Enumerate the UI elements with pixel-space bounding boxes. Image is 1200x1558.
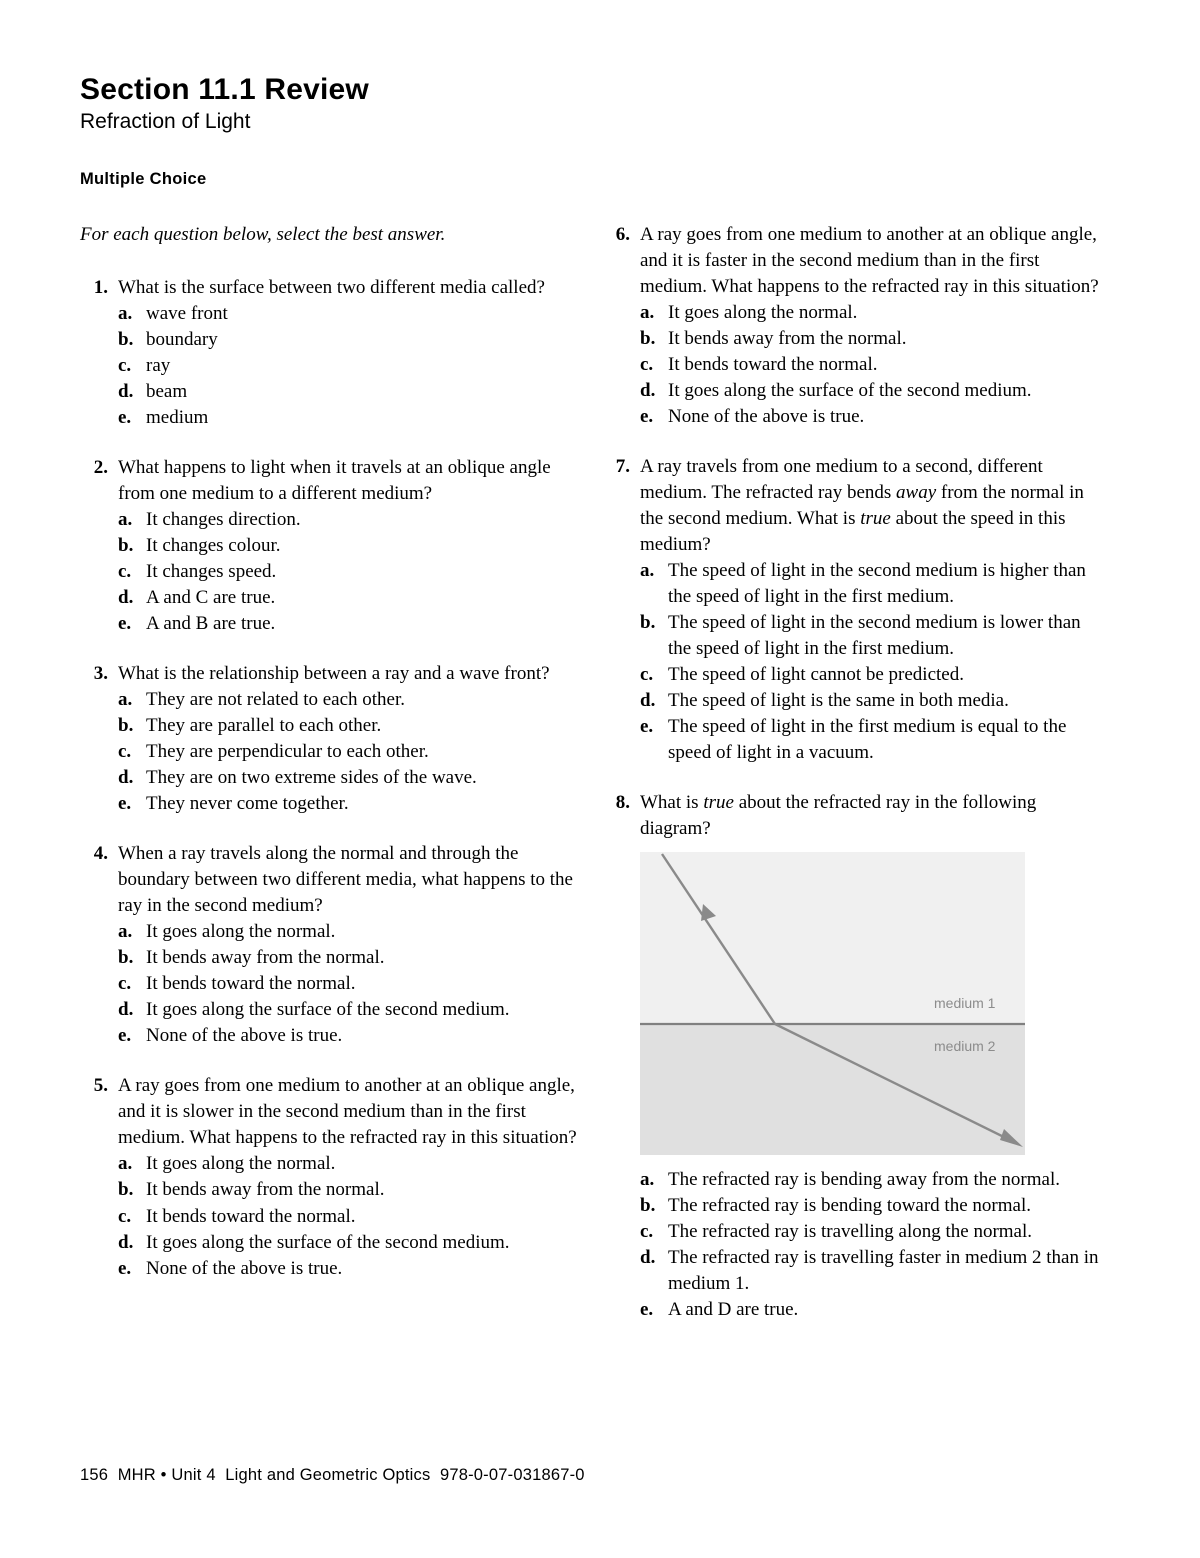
choice-b[interactable]	[118, 945, 582, 971]
question-2	[82, 455, 582, 637]
choice-text: It goes along the surface of the second medium.	[668, 380, 1032, 402]
question-1	[82, 275, 582, 431]
choice-text: It changes colour.	[146, 535, 281, 557]
choice-text: ray	[146, 355, 171, 377]
choice-e[interactable]	[118, 1023, 582, 1049]
page-subtitle: Refraction of Light	[80, 110, 251, 134]
question-number: 2.	[93, 457, 108, 479]
choice-letter: d.	[118, 587, 134, 609]
choice-letter: b.	[640, 612, 656, 634]
choice-letter: a.	[118, 689, 133, 711]
choice-letter: c.	[640, 354, 654, 376]
choice-letter: d.	[118, 381, 134, 403]
choice-b[interactable]	[640, 326, 1104, 352]
choice-letter: e.	[118, 407, 132, 429]
choice-text: It goes along the normal.	[668, 302, 858, 324]
choice-text: They are not related to each other.	[146, 689, 406, 711]
choice-letter: e.	[640, 1299, 654, 1321]
choice-text: A and D are true.	[668, 1299, 799, 1321]
choice-text: It bends away from the normal.	[146, 1179, 385, 1201]
choice-letter: e.	[118, 1025, 132, 1047]
choice-c[interactable]	[640, 1219, 1104, 1245]
instruction-text: For each question below, select the best answer.	[80, 224, 446, 245]
choice-text: The refracted ray is travelling faster in medium 2 than in medium 1.	[668, 1247, 1099, 1295]
stem-emphasis-away: away	[896, 482, 937, 504]
choice-text: It goes along the normal.	[146, 921, 336, 943]
question-number: 4.	[93, 843, 108, 865]
question-stem: A ray goes from one medium to another at an oblique angle, and it is slower in the second medium than in the first medium. What happens to the refracted ray in this situation?	[118, 1075, 577, 1149]
choice-letter: d.	[640, 380, 656, 402]
choice-text: It bends toward the normal.	[146, 1205, 356, 1227]
refraction-diagram	[640, 852, 1025, 1155]
choice-letter: a.	[118, 1153, 133, 1175]
choice-letter: d.	[640, 690, 656, 712]
choice-b[interactable]	[640, 610, 1104, 662]
choice-letter: a.	[118, 509, 133, 531]
question-stem: When a ray travels along the normal and through the boundary between two different media, what happens to the ray in the second medium?	[118, 843, 573, 917]
stem-segment: from the normal in the second medium. What is	[640, 482, 1084, 530]
choice-e[interactable]	[640, 714, 1104, 766]
choice-letter: b.	[118, 715, 134, 737]
choice-text: It changes direction.	[146, 509, 301, 531]
choice-a[interactable]	[640, 1167, 1104, 1193]
choice-c[interactable]	[640, 662, 1104, 688]
choice-text: It bends toward the normal.	[668, 354, 878, 376]
choice-a[interactable]	[118, 1151, 582, 1177]
choice-e[interactable]	[118, 405, 582, 431]
choice-text: medium	[146, 407, 209, 429]
page-header	[80, 74, 1080, 135]
choice-text: None of the above is true.	[146, 1025, 343, 1047]
section-label-multiple-choice: Multiple Choice	[80, 170, 207, 188]
choice-letter: e.	[640, 716, 654, 738]
choice-list	[118, 1151, 582, 1281]
choice-letter: c.	[118, 1205, 132, 1227]
choice-letter: b.	[640, 1195, 656, 1217]
choice-letter: e.	[640, 406, 654, 428]
choice-d[interactable]	[118, 585, 582, 611]
choice-c[interactable]	[118, 559, 582, 585]
question-4	[82, 841, 582, 1049]
choice-d[interactable]	[118, 379, 582, 405]
question-stem	[640, 790, 1104, 842]
choice-a[interactable]	[118, 507, 582, 533]
refraction-diagram-container	[640, 852, 1104, 1155]
choice-text: The speed of light in the second medium is lower than the speed of light in the first medium.	[668, 612, 1081, 660]
choice-letter: b.	[118, 947, 134, 969]
choice-letter: b.	[118, 1179, 134, 1201]
choice-c[interactable]	[118, 739, 582, 765]
choice-letter: d.	[118, 999, 134, 1021]
choice-letter: c.	[118, 973, 132, 995]
choice-d[interactable]	[640, 378, 1104, 404]
choice-text: They are parallel to each other.	[146, 715, 382, 737]
question-number: 1.	[93, 277, 108, 298]
choice-b[interactable]	[118, 713, 582, 739]
choice-letter: b.	[640, 328, 656, 350]
choice-text: It goes along the surface of the second medium.	[146, 1231, 510, 1253]
question-stem: A ray goes from one medium to another at an oblique angle, and it is faster in the second medium than in the first medium. What happens to the refracted ray in this situation?	[640, 224, 1099, 298]
choice-text: The speed of light is the same in both media.	[668, 690, 1009, 712]
question-stem: What is the relationship between a ray and a wave front?	[118, 663, 550, 685]
choice-letter: d.	[118, 1231, 134, 1253]
choice-letter: c.	[640, 664, 654, 686]
choice-list	[118, 919, 582, 1049]
choice-text: They never come together.	[146, 793, 349, 815]
choice-text: They are on two extreme sides of the wave.	[146, 767, 477, 789]
medium-1-label: medium 1	[934, 995, 996, 1012]
choice-e[interactable]	[118, 1256, 582, 1282]
choice-text: The refracted ray is bending away from the normal.	[668, 1169, 1060, 1191]
choice-letter: e.	[118, 613, 132, 635]
choice-c[interactable]	[118, 353, 582, 379]
choice-e[interactable]	[118, 611, 582, 637]
choice-e[interactable]	[118, 791, 582, 817]
choice-c[interactable]	[640, 352, 1104, 378]
choice-letter: c.	[118, 355, 132, 377]
choice-b[interactable]	[640, 1193, 1104, 1219]
choice-list	[118, 687, 582, 817]
choice-b[interactable]	[118, 327, 582, 353]
question-number: 5.	[93, 1075, 108, 1097]
choice-b[interactable]	[118, 533, 582, 559]
choice-d[interactable]	[118, 765, 582, 791]
choice-list	[640, 1167, 1104, 1323]
choice-letter: d.	[118, 767, 134, 789]
stem-segment: A ray travels from one medium to a second, different medium. The refracted ray bends	[640, 456, 1043, 504]
choice-text: beam	[146, 381, 188, 403]
choice-letter: a.	[640, 560, 655, 582]
choice-letter: c.	[118, 561, 132, 583]
choice-c[interactable]	[118, 971, 582, 997]
question-6	[604, 222, 1104, 430]
choice-text: None of the above is true.	[146, 1257, 343, 1279]
page-footer: 156 MHR • Unit 4 Light and Geometric Optics 978-0-07-031867-0	[80, 1466, 585, 1484]
choice-letter: d.	[640, 1247, 656, 1269]
choice-a[interactable]	[640, 300, 1104, 326]
question-stem: What happens to light when it travels at an oblique angle from one medium to a different medium?	[118, 457, 551, 505]
question-number: 8.	[615, 792, 630, 814]
choice-e[interactable]	[640, 1297, 1104, 1323]
choice-text: The refracted ray is bending toward the normal.	[668, 1195, 1031, 1217]
choice-text: The speed of light in the second medium is higher than the speed of light in the first medium.	[668, 560, 1086, 608]
stem-segment: What is	[640, 792, 704, 814]
choice-c[interactable]	[118, 1204, 582, 1230]
choice-a[interactable]	[118, 301, 582, 327]
choice-letter: b.	[118, 535, 134, 557]
choice-text: They are perpendicular to each other.	[146, 741, 429, 763]
question-number: 6.	[615, 224, 630, 245]
choice-text: It changes speed.	[146, 561, 277, 583]
choice-list	[118, 301, 582, 431]
choice-a[interactable]	[118, 919, 582, 945]
stem-emphasis-true: true	[703, 792, 734, 814]
choice-text: It bends toward the normal.	[146, 973, 356, 995]
choice-text: The refracted ray is travelling along the normal.	[668, 1221, 1033, 1243]
choice-text: It goes along the surface of the second medium.	[146, 999, 510, 1021]
stem-segment: about the refracted ray in the following diagram?	[640, 792, 1037, 840]
question-number: 3.	[93, 663, 108, 685]
stem-emphasis-true: true	[860, 508, 891, 530]
question-3	[82, 661, 582, 817]
page-title: Section 11.1 Review	[80, 73, 369, 106]
choice-d[interactable]	[640, 1245, 1104, 1297]
choice-b[interactable]	[118, 1177, 582, 1203]
question-column-right	[604, 222, 1104, 1347]
stem-segment: about the speed in this medium?	[640, 508, 1066, 556]
choice-list	[118, 507, 582, 637]
question-column-left	[82, 275, 582, 1306]
choice-a[interactable]	[640, 558, 1104, 610]
choice-letter: c.	[640, 1221, 654, 1243]
choice-text: It bends away from the normal.	[146, 947, 385, 969]
choice-letter: a.	[118, 921, 133, 943]
choice-letter: b.	[118, 329, 134, 351]
choice-d[interactable]	[118, 997, 582, 1023]
choice-letter: a.	[118, 303, 133, 325]
choice-list	[640, 558, 1104, 766]
choice-letter: a.	[640, 302, 655, 324]
choice-a[interactable]	[118, 687, 582, 713]
choice-letter: e.	[118, 1257, 132, 1279]
choice-text: None of the above is true.	[668, 406, 865, 428]
choice-letter: e.	[118, 793, 132, 815]
choice-e[interactable]	[640, 404, 1104, 430]
question-stem	[640, 454, 1104, 558]
choice-text: boundary	[146, 329, 218, 351]
question-7	[604, 454, 1104, 766]
choice-text: The speed of light in the first medium is equal to the speed of light in a vacuum.	[668, 716, 1067, 764]
choice-text: A and C are true.	[146, 587, 276, 609]
choice-text: The speed of light cannot be predicted.	[668, 664, 964, 686]
choice-letter: c.	[118, 741, 132, 763]
choice-text: It bends away from the normal.	[668, 328, 907, 350]
choice-letter: a.	[640, 1169, 655, 1191]
choice-text: A and B are true.	[146, 613, 276, 635]
choice-d[interactable]	[118, 1230, 582, 1256]
question-5	[82, 1073, 582, 1281]
medium-2-label: medium 2	[934, 1038, 996, 1055]
choice-d[interactable]	[640, 688, 1104, 714]
question-number: 7.	[615, 456, 630, 478]
question-8	[604, 790, 1104, 1323]
choice-list	[640, 300, 1104, 430]
choice-text: It goes along the normal.	[146, 1153, 336, 1175]
question-stem: What is the surface between two different media called?	[118, 277, 545, 298]
choice-text: wave front	[146, 303, 228, 325]
